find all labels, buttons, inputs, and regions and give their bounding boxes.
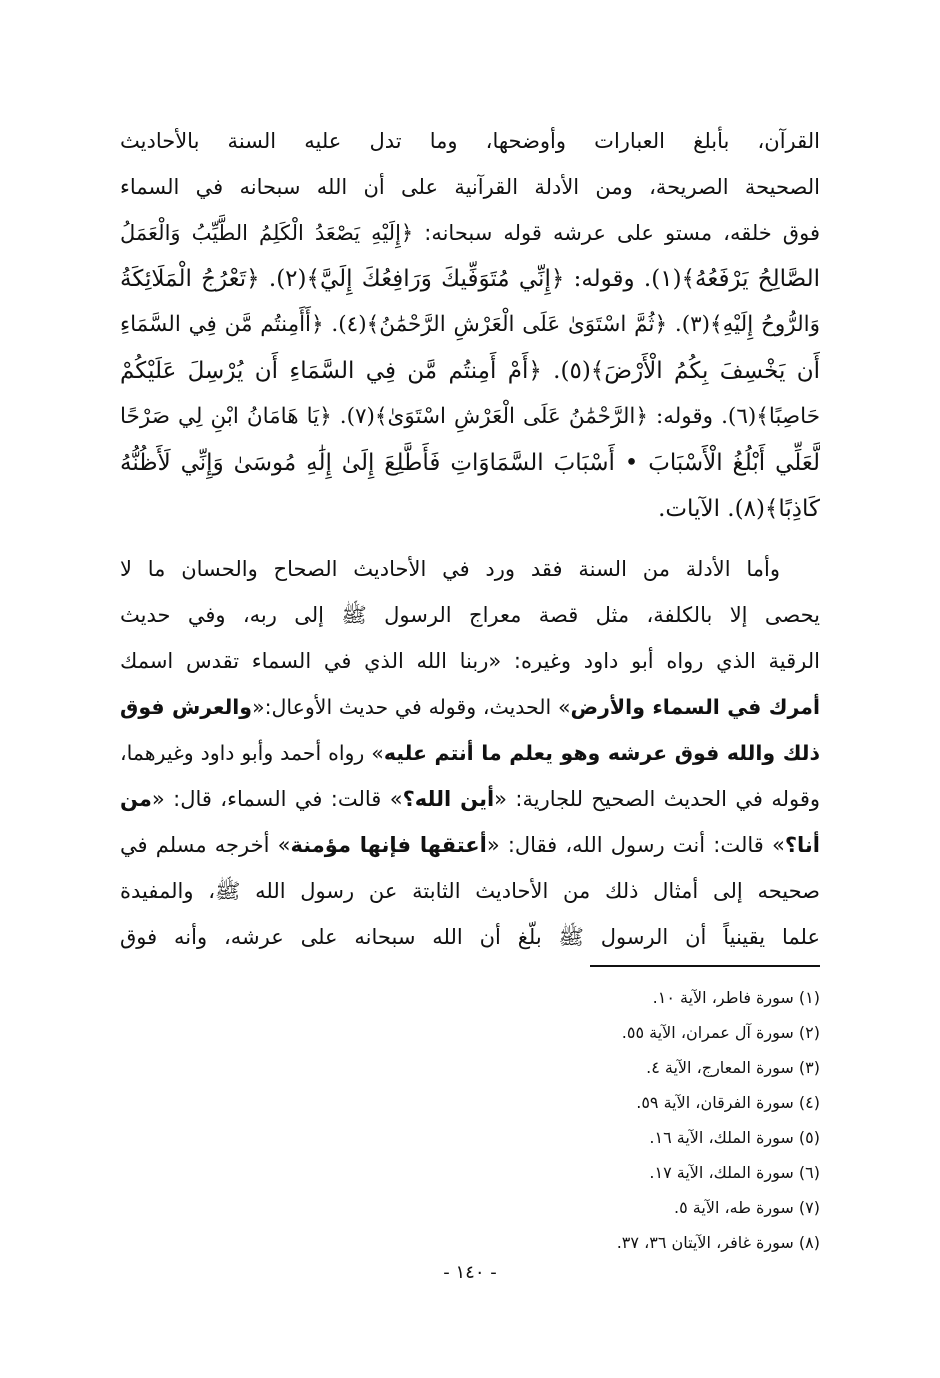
footnote-5: (٥) سورة الملك، الآية ١٦.: [649, 1128, 820, 1147]
p2-line-6: [120, 776, 820, 822]
paragraph-gap: [120, 532, 820, 546]
plain-text: » قالت: في السماء، قال: «: [151, 787, 403, 811]
p2-line-9: علما يقينياً أن الرسول ﷺ بلّغ أن الله سبحانه على عرشه، وأنه فوق: [120, 925, 820, 949]
hadith-text-bold: من: [120, 787, 152, 811]
main-text: [120, 118, 820, 960]
hadith-text-bold: أعتقها فإنها مؤمنة: [290, 833, 487, 857]
p2-line-8: صحيحه إلى أمثال ذلك من الأحاديث الثابتة عن رسول الله ﷺ، والمفيدة: [120, 879, 820, 903]
p2-line-1: وأما الأدلة من السنة فقد ورد في الأحاديث الصحاح والحسان ما لا: [120, 557, 780, 581]
plain-text: » أخرجه مسلم في: [120, 833, 291, 857]
p2-line-3: الرقية الذي رواه أبو داود وغيره: «ربنا الله الذي في السماء تقدس اسمك: [120, 649, 820, 673]
footnote-separator: [590, 965, 820, 967]
text-line-2: الصحيحة الصريحة، ومن الأدلة القرآنية على أن الله سبحانه في السماء: [120, 175, 820, 199]
footnotes: [320, 980, 820, 1260]
hadith-text-bold: أنا؟: [784, 833, 820, 857]
p2-line-5: [120, 730, 820, 776]
footnote-7: (٧) سورة طه، الآية ٥.: [674, 1198, 820, 1217]
footnote-4: (٤) سورة الفرقان، الآية ٥٩.: [636, 1093, 820, 1112]
quran-line-5: وَالرُّوحُ إِلَيْهِ﴾(٣). ﴿ثُمَّ اسْتَوَىٰ عَلَى الْعَرْشِ الرَّحْمَٰنُ﴾(٤). ﴿أَأَمِنتُم مَّن فِي السَّمَاءِ: [120, 312, 820, 337]
text-line-1: القرآن، بأبلغ العبارات وأوضحها، وما تدل عليه السنة بالأحاديث: [120, 129, 820, 153]
text-line-3: فوق خلقه، مستو على عرشه قوله سبحانه: ﴿إِلَيْهِ يَصْعَدُ الْكَلِمُ الطَّيِّبُ وَالْعَمَلُ: [120, 221, 820, 245]
p2-line-7: [120, 822, 820, 868]
quran-line-7: حَاصِبًا﴾(٦). وقوله: ﴿الرَّحْمَٰنُ عَلَى الْعَرْشِ اسْتَوَىٰ﴾(٧). ﴿يَا هَامَانُ ابْنِ لِي صَرْحًا: [120, 404, 820, 429]
p2-line-4: [120, 684, 820, 730]
footnote-3: (٣) سورة المعارج، الآية ٤.: [646, 1058, 820, 1077]
hadith-text-bold: أين الله؟: [402, 787, 495, 811]
footnote-2: (٢) سورة آل عمران، الآية ٥٥.: [621, 1023, 820, 1042]
quran-line-6: أَن يَخْسِفَ بِكُمُ الْأَرْضَ﴾(٥). ﴿أَمْ أَمِنتُم مَّن فِي السَّمَاءِ أَن يُرْسِلَ عَلَيْكُمْ: [120, 358, 820, 384]
plain-text: » الحديث، وقوله في حديث الأوعال:«: [252, 695, 571, 719]
plain-text: » قالت: أنت رسول الله، فقال: «: [486, 833, 785, 857]
hadith-text-bold: ذلك والله فوق عرشه وهو يعلم ما أنتم عليه: [383, 741, 820, 765]
quran-line-8: لَّعَلِّي أَبْلُغُ الْأَسْبَابَ • أَسْبَابَ السَّمَاوَاتِ فَأَطَّلِعَ إِلَىٰ إِلَٰهِ مُوسَىٰ وَإِنِّي لَأَظُنُّهُ: [120, 450, 820, 476]
quran-line-4: الصَّالِحُ يَرْفَعُهُ﴾(١). وقوله: ﴿إِنِّي مُتَوَفِّيكَ وَرَافِعُكَ إِلَيَّ﴾(٢). ﴿تَعْرُجُ الْمَلَائِكَةُ: [120, 266, 820, 292]
plain-text: » رواه أحمد وأبو داود وغيرهما،: [120, 741, 384, 765]
page-number: - ١٤٠ -: [443, 1262, 497, 1283]
hadith-text-bold: أمرك في السماء والأرض: [570, 695, 820, 719]
footnote-8: (٨) سورة غافر، الآيتان ٣٦، ٣٧.: [616, 1233, 820, 1252]
plain-text: وقوله في الحديث الصحيح للجارية: «: [494, 787, 820, 811]
p2-line-2: يحصى إلا بالكلفة، مثل قصة معراج الرسول ﷺ إلى ربه، وفي حديث: [120, 603, 820, 627]
quran-line-9: كَاذِبًا﴾(٨). الآيات.: [658, 496, 820, 522]
hadith-text-bold: والعرش فوق: [120, 695, 253, 719]
footnote-6: (٦) سورة الملك، الآية ١٧.: [649, 1163, 820, 1182]
footnote-1: (١) سورة فاطر، الآية ١٠.: [652, 988, 820, 1007]
